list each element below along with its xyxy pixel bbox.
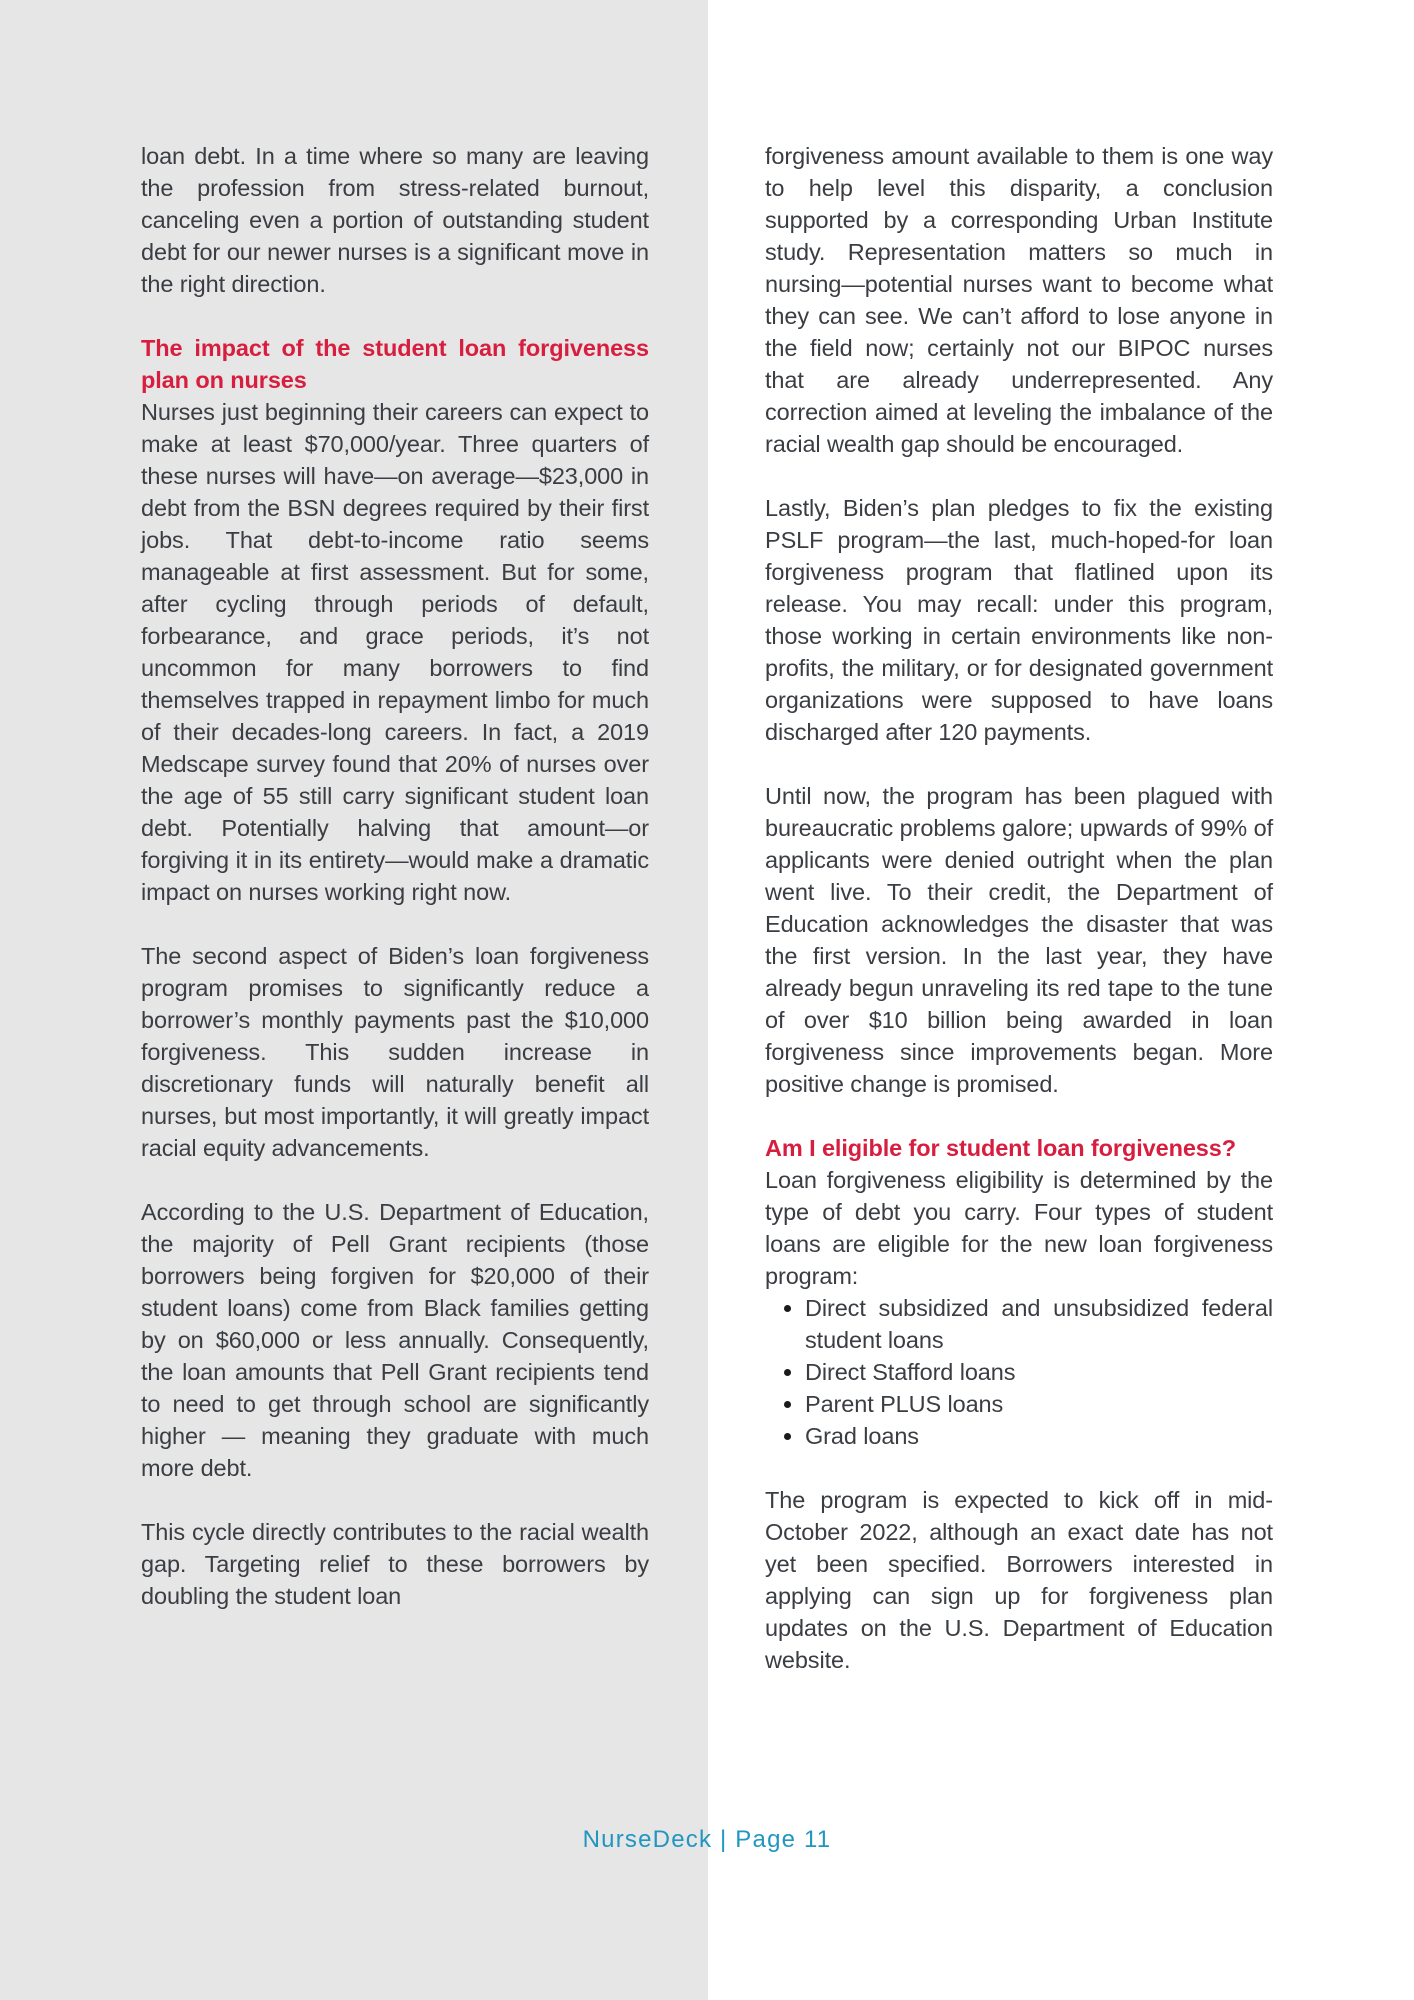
eligible-loans-list xyxy=(765,1292,1273,1452)
list-item: • Parent PLUS loans xyxy=(805,1388,1273,1420)
paragraph: Lastly, Biden’s plan pledges to fix the existing PSLF program—the last, much-hoped-for loan forgiveness program that flatlined upon its release. You may recall: under this program, those working in certain environments like non-profits, the military, or for designated government organizations were supposed to have loans discharged after 120 payments. xyxy=(765,495,1273,745)
paragraph: According to the U.S. Department of Education, the majority of Pell Grant recipients (those borrowers being forgiven for $20,000 of their student loans) come from Black families getting by on $60,000 or less annually. Consequently, the loan amounts that Pell Grant recipients tend to need to get through school are significantly higher — meaning they graduate with much more debt. xyxy=(141,1199,649,1481)
left-column xyxy=(141,140,649,1612)
closing-paragraph: The program is expected to kick off in mid-October 2022, although an exact date has not yet been specified. Borrowers interested in applying can sign up for forgiveness plan updates on the U.S. Department of Education website. xyxy=(765,1487,1273,1673)
paragraph: Nurses just beginning their careers can expect to make at least $70,000/year. Three quarters of these nurses will have—on average—$23,000 in debt from the BSN degrees required by their first jobs. That debt-to-income ratio seems manageable at first assessment. But for some, after cycling through periods of default, forbearance, and grace periods, it’s not uncommon for many borrowers to find themselves trapped in repayment limbo for much of their decades-long careers. In fact, a 2019 Medscape survey found that 20% of nurses over the age of 55 still carry significant student loan debt. Potentially halving that amount—or forgiving it in its entirety—would make a dramatic impact on nurses working right now. xyxy=(141,399,649,905)
paragraph: Until now, the program has been plagued with bureaucratic problems galore; upwards of 99% of applicants were denied outright when the plan went live. To their credit, the Department of Education acknowledges the disaster that was the first version. In the last year, they have already begun unraveling its red tape to the tune of over $10 billion being awarded in loan forgiveness since improvements began. More positive change is promised. xyxy=(765,783,1273,1097)
section-heading-impact: The impact of the student loan forgiveness plan on nurses xyxy=(141,335,649,393)
paragraph: The second aspect of Biden’s loan forgiveness program promises to significantly reduce a borrower’s monthly payments past the $10,000 forgiveness. This sudden increase in discretionary funds will naturally benefit all nurses, but most importantly, it will greatly impact racial equity advancements. xyxy=(141,943,649,1161)
paragraph: This cycle directly contributes to the racial wealth gap. Targeting relief to these borrowers by doubling the student loan xyxy=(141,1519,649,1609)
list-item: • Grad loans xyxy=(805,1420,1273,1452)
paragraph-intro: loan debt. In a time where so many are leaving the profession from stress-related burnout, canceling even a portion of outstanding student debt for our newer nurses is a significant move in the right direction. xyxy=(141,143,649,297)
eligibility-intro: Loan forgiveness eligibility is determined by the type of debt you carry. Four types of student loans are eligible for the new loan forgiveness program: xyxy=(765,1167,1273,1289)
list-item: • Direct subsidized and unsubsidized federal student loans xyxy=(805,1292,1273,1356)
page-footer: NurseDeck | Page 11 xyxy=(582,1826,832,1853)
list-item: • Direct Stafford loans xyxy=(805,1356,1273,1388)
paragraph: forgiveness amount available to them is one way to help level this disparity, a conclusion supported by a corresponding Urban Institute study. Representation matters so much in nursing—potential nurses want to become what they can see. We can’t afford to lose anyone in the field now; certainly not our BIPOC nurses that are already underrepresented. Any correction aimed at leveling the imbalance of the racial wealth gap should be encouraged. xyxy=(765,143,1273,457)
right-column xyxy=(765,140,1273,1676)
section-heading-eligibility: Am I eligible for student loan forgiveness? xyxy=(765,1135,1236,1161)
